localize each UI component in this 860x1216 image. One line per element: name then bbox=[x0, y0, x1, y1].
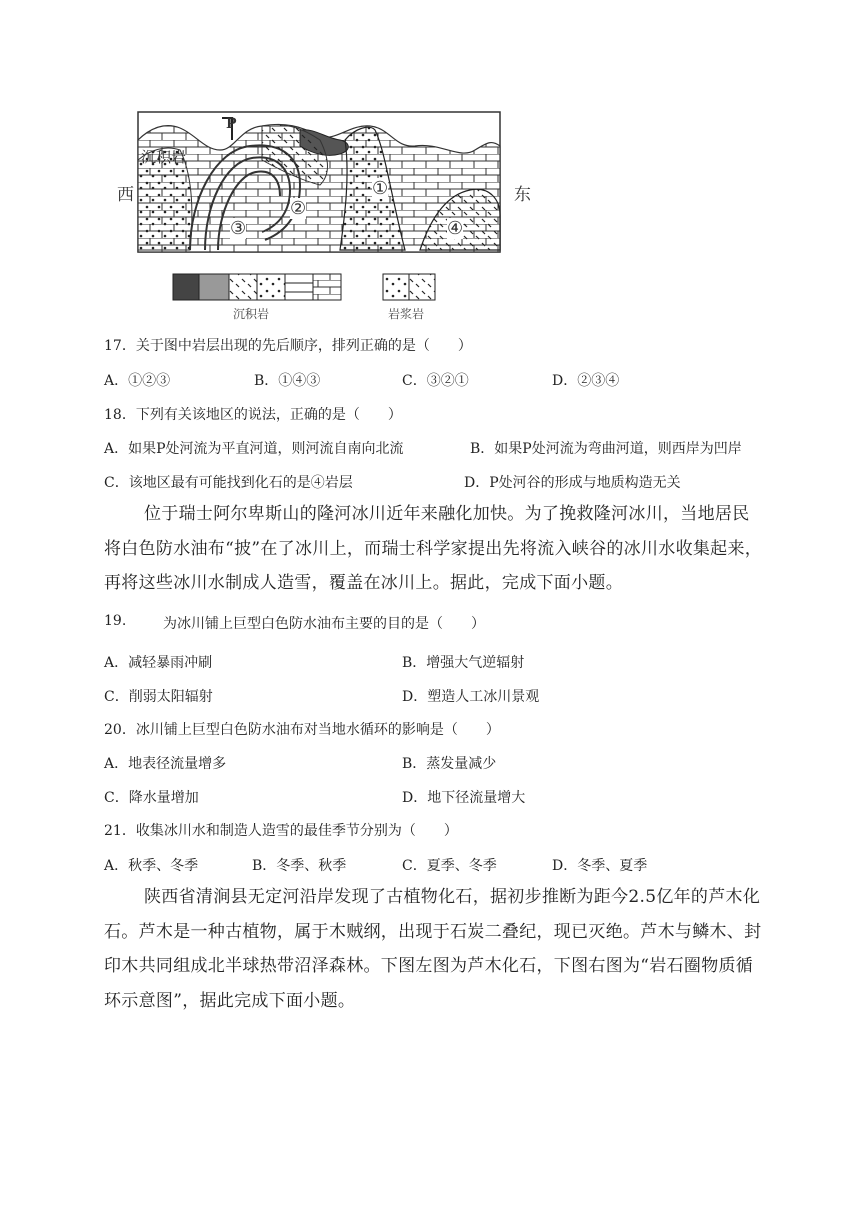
label-layer-3: ③ bbox=[230, 218, 247, 239]
q17-option-b[interactable]: B．①④③ bbox=[254, 373, 321, 389]
q18-option-a[interactable]: A．如果P处河流为平直河道，则河流自南向北流 bbox=[104, 441, 404, 457]
passage-glacier-text: 位于瑞士阿尔卑斯山的隆河冰川近年来融化加快。为了挽救隆河冰川，当地居民将白色防水油布“披”在了冰川上，而瑞士科学家提出先将流入峡谷的冰川水收集起来，再将这些冰川水制成人造雪，覆盖在冰川上。据此，完成下面小题。 bbox=[104, 504, 763, 593]
q18-option-b[interactable]: B．如果P处河流为弯曲河道，则西岸为凹岸 bbox=[470, 441, 742, 457]
label-layer-1: ① bbox=[372, 178, 389, 199]
geologic-cross-section-figure bbox=[0, 0, 860, 330]
question-20-stem: 20．冰川铺上巨型白色防水油布对当地水循环的影响是（ ） bbox=[104, 722, 500, 738]
q19-option-a[interactable]: A．减轻暴雨冲刷 bbox=[104, 655, 213, 671]
q21-option-d[interactable]: D．冬季、夏季 bbox=[552, 858, 648, 874]
legend-igneous-swatches bbox=[383, 274, 435, 300]
q20-option-d[interactable]: D．地下径流量增大 bbox=[402, 790, 526, 806]
q21-option-a[interactable]: A．秋季、冬季 bbox=[104, 858, 199, 874]
label-sedimentary-rock: 沉积岩 bbox=[141, 148, 187, 166]
label-east: 东 bbox=[514, 185, 531, 205]
q18-option-d[interactable]: D．P处河谷的形成与地质构造无关 bbox=[464, 475, 681, 491]
legend-label-igneous: 岩浆岩 bbox=[388, 307, 425, 321]
question-18-stem: 18．下列有关该地区的说法，正确的是（ ） bbox=[104, 407, 402, 423]
q20-option-c[interactable]: C．降水量增加 bbox=[104, 790, 199, 806]
question-17-stem: 17．关于图中岩层出现的先后顺序，排列正确的是（ ） bbox=[104, 338, 472, 354]
q19-option-c[interactable]: C．削弱太阳辐射 bbox=[104, 689, 213, 705]
q17-option-d[interactable]: D．②③④ bbox=[552, 373, 620, 389]
question-21-stem: 21．收集冰川水和制造人造雪的最佳季节分别为（ ） bbox=[104, 823, 458, 839]
passage-fossil bbox=[104, 880, 764, 1018]
q21-option-b[interactable]: B．冬季、秋季 bbox=[252, 858, 347, 874]
label-layer-4: ④ bbox=[447, 218, 464, 239]
legend-sedimentary-swatches bbox=[173, 274, 341, 300]
q18-option-c[interactable]: C．该地区最有可能找到化石的是④岩层 bbox=[104, 475, 353, 491]
label-west: 西 bbox=[117, 185, 134, 205]
question-19-stem: 为冰川铺上巨型白色防水油布主要的目的是（ ） bbox=[163, 616, 485, 632]
q19-option-d[interactable]: D．塑造人工冰川景观 bbox=[402, 689, 540, 705]
q17-option-c[interactable]: C．③②① bbox=[402, 373, 469, 389]
question-19-number: 19. bbox=[104, 613, 127, 629]
q20-option-b[interactable]: B．蒸发量减少 bbox=[402, 756, 497, 772]
passage-glacier bbox=[104, 497, 764, 601]
q19-option-b[interactable]: B．增强大气逆辐射 bbox=[402, 655, 525, 671]
q17-option-a[interactable]: A．①②③ bbox=[104, 373, 171, 389]
label-river-p: P bbox=[226, 116, 237, 132]
passage-fossil-text: 陕西省清涧县无定河沿岸发现了古植物化石，据初步推断为距今2.5亿年的芦木化石。芦木是一种古植物，属于木贼纲，出现于石炭二叠纪，现已灭绝。芦木与鳞木、封印木共同组成北半球热带沼泽森林。下图左图为芦木化石，下图右图为“岩石圈物质循环示意图”，据此完成下面小题。 bbox=[104, 887, 762, 1011]
q21-option-c[interactable]: C．夏季、冬季 bbox=[402, 858, 497, 874]
q20-option-a[interactable]: A．地表径流量增多 bbox=[104, 756, 227, 772]
legend-label-sedimentary: 沉积岩 bbox=[233, 307, 270, 321]
label-layer-2: ② bbox=[290, 198, 307, 219]
